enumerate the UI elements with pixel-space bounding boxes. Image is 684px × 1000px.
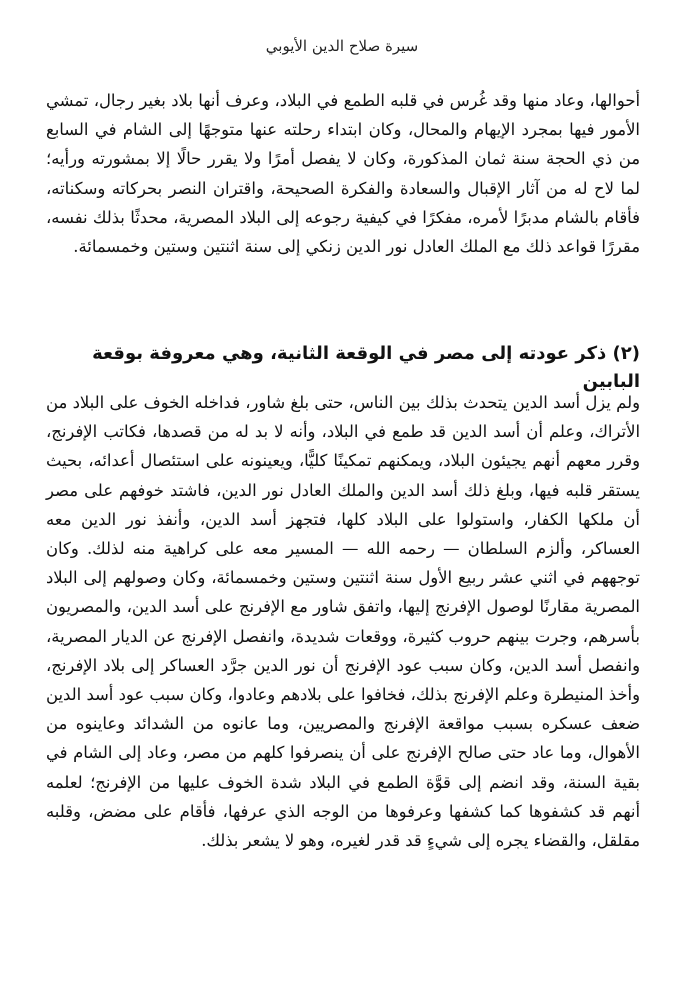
running-header-title: سيرة صلاح الدين الأيوبي xyxy=(265,37,419,55)
body-paragraph: أحوالها، وعاد منها وقد غُرس في قلبه الطمع في البلاد، وعرف أنها بلاد بغير رجال، تمشي الأمور فيها بمجرد الإيهام والمحال، وكان ابتداء رحلته عنها متوجهًا إلى الشام في السابع من ذي الحجة سنة ثمان المذكورة، وكان لا يفصل أمرًا ولا يقرر حالًا إلا بمشورته ورأيه؛ لما لاح له من آثار الإقبال والسعادة والفكرة الصحيحة، واقتران النصر بحركاته وسكناته، فأقام بالشام مدبرًا لأمره، مفكرًا في كيفية رجوعه إلى البلاد المصرية، محدثًا بذلك نفسه، مقررًا قواعد ذلك مع الملك العادل نور الدين زنكي إلى سنة اثنتين وستين وخمسمائة. xyxy=(46,91,640,257)
section-heading: (٢) ذكر عودته إلى مصر في الوقعة الثانية، وهي معروفة بوقعة البابين xyxy=(92,343,640,392)
body-paragraph: ولم يزل أسد الدين يتحدث بذلك بين الناس، حتى بلغ شاور، فداخله الخوف على البلاد من الأتراك، وعلم أن أسد الدين قد طمع في البلاد، وأنه لا بد له من قصدها، فكاتب الإفرنج، وقرر معهم أنهم يجيئون البلاد، ويمكنهم تمكينًا كليًّا، ويعينونه على استئصال أعدائه، بحيث يستقر قلبه فيها، وبلغ ذلك أسد الدين والملك العادل نور الدين، فاشتد خوفهم على مصر أن ملكها الكفار، واستولوا على البلاد كلها، فتجهز أسد الدين، وأنفذ نور الدين معه العساكر، وألزم السلطان — رحمه الله — المسير معه على كراهية منه لذلك. وكان توجههم في اثني عشر ربيع الأول سنة اثنتين وستين وخمسمائة، وكان وصولهم إلى البلاد المصرية مقارنًا لوصول الإفرنج إليها، واتفق شاور مع الإفرنج على أسد الدين، والمصريون بأسرهم، وجرت بينهم حروب كثيرة، ووقعات شديدة، وانفصل الإفرنج عن الديار المصرية، وانفصل أسد الدين، وكان سبب عود الإفرنج أن نور الدين جرَّد العساكر إلى بلاد الإفرنج، وأخذ المنيطرة وعلم الإفرنج بذلك، فخافوا على بلادهم وعادوا، وكان سبب عود أسد الدين ضعف عسكره بسبب مواقعة الإفرنج والمصريين، وما عانوه من الشدائد وعاينوه من الأهوال، وما عاد حتى صالح الإفرنج على أن ينصرفوا كلهم من مصر، وعاد إلى الشام في بقية السنة، وقد انضم إلى قوَّة الطمع في البلاد شدة الخوف عليها من الإفرنج؛ لعلمه أنهم قد كشفوها كما كشفها وعرفوها من الوجه الذي عرفها، فأقام على مضض، وقلبه مقلقل، والقضاء يجره إلى شيءٍ قد قدر لغيره، وهو لا يشعر بذلك. xyxy=(46,393,640,851)
